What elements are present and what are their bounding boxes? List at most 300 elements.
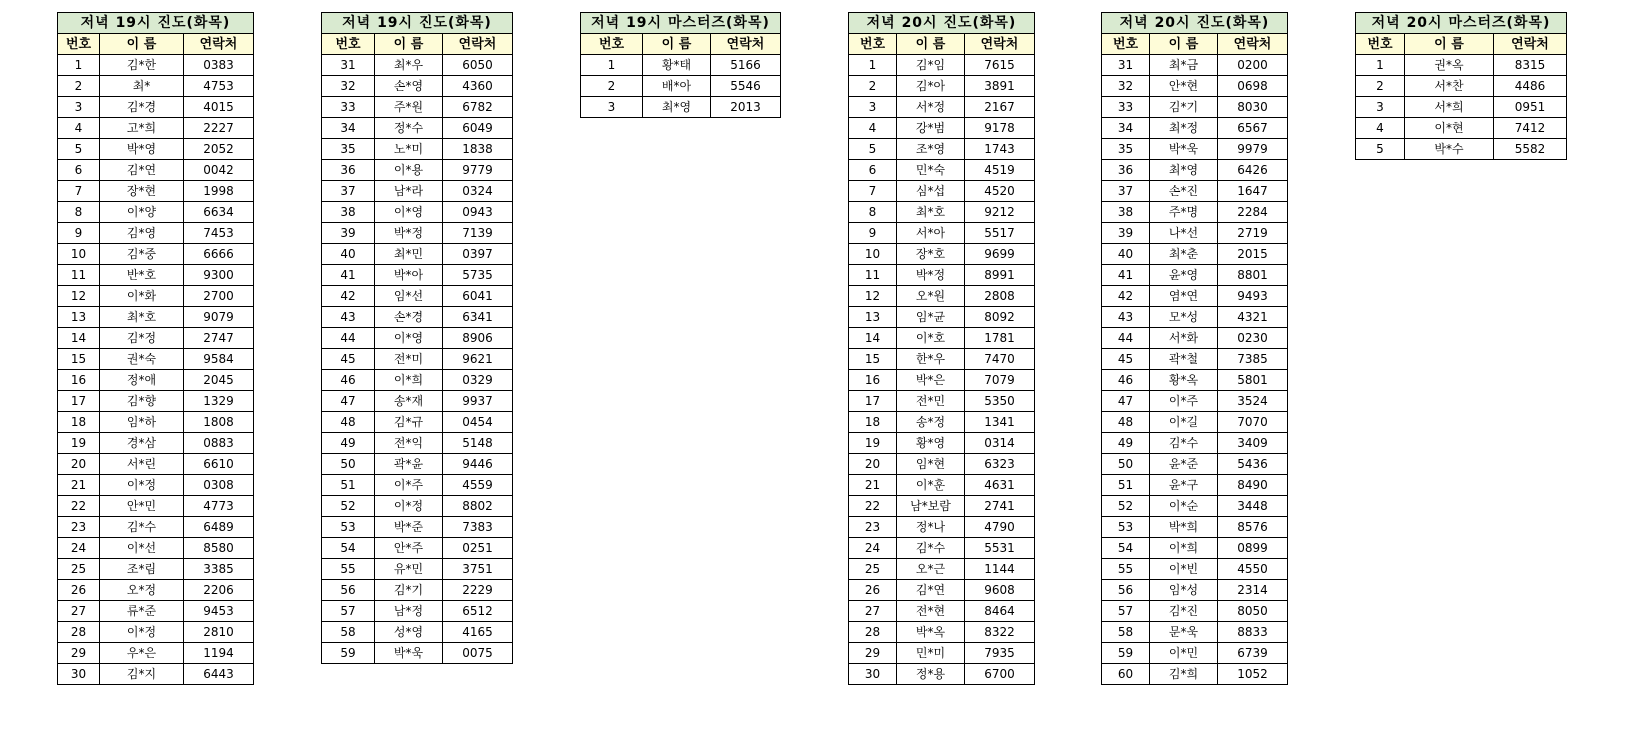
table-row (58, 202, 254, 223)
contact-cell: 8464 (965, 601, 1035, 622)
contact-cell: 4165 (443, 622, 513, 643)
table-row (1102, 559, 1288, 580)
contact-cell: 7412 (1494, 118, 1567, 139)
name-cell: 김*기 (375, 580, 443, 601)
number-cell: 23 (58, 517, 100, 538)
table-row (322, 391, 513, 412)
contact-cell: 5546 (711, 76, 781, 97)
contact-cell: 2013 (711, 97, 781, 118)
name-cell: 전*미 (375, 349, 443, 370)
name-header: 이 름 (1150, 34, 1218, 55)
contact-cell: 1144 (965, 559, 1035, 580)
name-cell: 서*아 (897, 223, 965, 244)
number-cell: 2 (849, 76, 897, 97)
table-row (1102, 328, 1288, 349)
name-cell: 이*주 (375, 475, 443, 496)
contact-cell: 9779 (443, 160, 513, 181)
name-cell: 서*화 (1150, 328, 1218, 349)
table-row (58, 181, 254, 202)
contact-cell: 5166 (711, 55, 781, 76)
contact-cell: 1808 (184, 412, 254, 433)
table-title: 저녁 19시 진도(화목) (322, 13, 513, 34)
number-cell: 22 (849, 496, 897, 517)
contact-cell: 6700 (965, 664, 1035, 685)
number-cell: 46 (1102, 370, 1150, 391)
name-cell: 경*삼 (100, 433, 184, 454)
number-cell: 55 (322, 559, 375, 580)
number-cell: 38 (322, 202, 375, 223)
contact-cell: 0951 (1494, 97, 1567, 118)
number-cell: 5 (1356, 139, 1405, 160)
name-cell: 이*주 (1150, 391, 1218, 412)
column-header-row (322, 34, 513, 55)
number-cell: 34 (322, 118, 375, 139)
number-cell: 41 (322, 265, 375, 286)
name-cell: 조*림 (100, 559, 184, 580)
name-header: 이 름 (375, 34, 443, 55)
roster-table-6 (1355, 12, 1567, 160)
number-cell: 1 (581, 55, 643, 76)
contact-cell: 3751 (443, 559, 513, 580)
name-cell: 오*근 (897, 559, 965, 580)
contact-cell: 3891 (965, 76, 1035, 97)
table-title-row (581, 13, 781, 34)
number-cell: 36 (322, 160, 375, 181)
name-cell: 박*아 (375, 265, 443, 286)
number-cell: 20 (58, 454, 100, 475)
contact-cell: 6782 (443, 97, 513, 118)
contact-cell: 0042 (184, 160, 254, 181)
contact-cell: 9608 (965, 580, 1035, 601)
name-cell: 최*영 (1150, 160, 1218, 181)
column-header-row (581, 34, 781, 55)
number-cell: 47 (1102, 391, 1150, 412)
name-cell: 윤*구 (1150, 475, 1218, 496)
number-cell: 53 (1102, 517, 1150, 538)
contact-cell: 4550 (1218, 559, 1288, 580)
name-cell: 송*정 (897, 412, 965, 433)
number-cell: 4 (58, 118, 100, 139)
table-title-row (58, 13, 254, 34)
name-cell: 서*린 (100, 454, 184, 475)
contact-cell: 0200 (1218, 55, 1288, 76)
table-row (322, 370, 513, 391)
contact-cell: 3448 (1218, 496, 1288, 517)
number-cell: 21 (58, 475, 100, 496)
contact-cell: 1052 (1218, 664, 1288, 685)
name-cell: 장*호 (897, 244, 965, 265)
number-cell: 1 (849, 55, 897, 76)
table-row (58, 118, 254, 139)
name-cell: 임*성 (1150, 580, 1218, 601)
number-cell: 9 (58, 223, 100, 244)
table-title-row (322, 13, 513, 34)
contact-cell: 2808 (965, 286, 1035, 307)
contact-cell: 7139 (443, 223, 513, 244)
contact-cell: 9979 (1218, 139, 1288, 160)
table-row (1102, 580, 1288, 601)
table-row (322, 622, 513, 643)
contact-cell: 3409 (1218, 433, 1288, 454)
number-cell: 1 (1356, 55, 1405, 76)
table-row (58, 244, 254, 265)
name-cell: 김*수 (100, 517, 184, 538)
name-cell: 이*빈 (1150, 559, 1218, 580)
number-cell: 27 (58, 601, 100, 622)
name-cell: 정*용 (897, 664, 965, 685)
number-cell: 16 (849, 370, 897, 391)
number-cell: 1 (58, 55, 100, 76)
table-row (58, 664, 254, 685)
number-cell: 14 (58, 328, 100, 349)
contact-cell: 4559 (443, 475, 513, 496)
number-cell: 37 (1102, 181, 1150, 202)
contact-cell: 2741 (965, 496, 1035, 517)
table-row (849, 412, 1035, 433)
number-cell: 32 (1102, 76, 1150, 97)
name-cell: 김*지 (100, 664, 184, 685)
name-cell: 곽*철 (1150, 349, 1218, 370)
number-cell: 52 (1102, 496, 1150, 517)
name-cell: 이*현 (1405, 118, 1494, 139)
number-header: 번호 (1102, 34, 1150, 55)
table-row (58, 391, 254, 412)
name-cell: 손*경 (375, 307, 443, 328)
name-cell: 송*재 (375, 391, 443, 412)
table-row (849, 580, 1035, 601)
number-cell: 28 (58, 622, 100, 643)
table-row (1102, 475, 1288, 496)
table-row (322, 160, 513, 181)
number-cell: 12 (849, 286, 897, 307)
name-cell: 이*양 (100, 202, 184, 223)
contact-cell: 1743 (965, 139, 1035, 160)
table-row (1356, 55, 1567, 76)
number-cell: 29 (849, 643, 897, 664)
contact-cell: 2167 (965, 97, 1035, 118)
contact-cell: 2206 (184, 580, 254, 601)
contact-cell: 0943 (443, 202, 513, 223)
name-header: 이 름 (643, 34, 711, 55)
number-cell: 22 (58, 496, 100, 517)
name-cell: 강*범 (897, 118, 965, 139)
contact-cell: 0230 (1218, 328, 1288, 349)
name-cell: 김*중 (100, 244, 184, 265)
number-cell: 34 (1102, 118, 1150, 139)
number-cell: 47 (322, 391, 375, 412)
name-cell: 한*우 (897, 349, 965, 370)
table-row (322, 601, 513, 622)
table-row (322, 76, 513, 97)
name-cell: 김*기 (1150, 97, 1218, 118)
name-cell: 황*옥 (1150, 370, 1218, 391)
name-cell: 서*찬 (1405, 76, 1494, 97)
contact-cell: 0899 (1218, 538, 1288, 559)
contact-cell: 0397 (443, 244, 513, 265)
name-header: 이 름 (1405, 34, 1494, 55)
contact-cell: 5531 (965, 538, 1035, 559)
table-row (1102, 433, 1288, 454)
number-cell: 39 (1102, 223, 1150, 244)
table-row (849, 664, 1035, 685)
name-cell: 김*임 (897, 55, 965, 76)
number-cell: 30 (58, 664, 100, 685)
number-header: 번호 (322, 34, 375, 55)
contact-cell: 8030 (1218, 97, 1288, 118)
table-row (322, 244, 513, 265)
number-cell: 59 (322, 643, 375, 664)
number-cell: 33 (1102, 97, 1150, 118)
table-row (58, 55, 254, 76)
table-row (1102, 223, 1288, 244)
number-cell: 49 (322, 433, 375, 454)
name-cell: 박*희 (1150, 517, 1218, 538)
contact-cell: 2052 (184, 139, 254, 160)
number-cell: 19 (58, 433, 100, 454)
table-row (849, 97, 1035, 118)
table-row (322, 181, 513, 202)
name-cell: 이*용 (375, 160, 443, 181)
name-cell: 김*연 (897, 580, 965, 601)
name-cell: 김*한 (100, 55, 184, 76)
table-row (1102, 538, 1288, 559)
table-row (1102, 454, 1288, 475)
table-row (849, 391, 1035, 412)
contact-cell: 2284 (1218, 202, 1288, 223)
name-header: 이 름 (897, 34, 965, 55)
number-cell: 26 (849, 580, 897, 601)
name-cell: 박*옥 (897, 622, 965, 643)
contact-cell: 8991 (965, 265, 1035, 286)
name-cell: 정*수 (375, 118, 443, 139)
name-cell: 남*정 (375, 601, 443, 622)
number-cell: 27 (849, 601, 897, 622)
number-cell: 4 (849, 118, 897, 139)
contact-cell: 3385 (184, 559, 254, 580)
contact-cell: 5517 (965, 223, 1035, 244)
name-cell: 손*영 (375, 76, 443, 97)
name-cell: 류*준 (100, 601, 184, 622)
name-cell: 이*민 (1150, 643, 1218, 664)
name-cell: 박*준 (375, 517, 443, 538)
name-cell: 최*금 (1150, 55, 1218, 76)
number-cell: 59 (1102, 643, 1150, 664)
name-cell: 정*애 (100, 370, 184, 391)
number-cell: 3 (849, 97, 897, 118)
table-row (322, 307, 513, 328)
contact-cell: 4321 (1218, 307, 1288, 328)
table-row (322, 265, 513, 286)
name-cell: 민*미 (897, 643, 965, 664)
table-row (849, 454, 1035, 475)
number-cell: 13 (58, 307, 100, 328)
contact-cell: 6341 (443, 307, 513, 328)
contact-header: 연락처 (443, 34, 513, 55)
name-cell: 권*숙 (100, 349, 184, 370)
number-cell: 31 (1102, 55, 1150, 76)
number-cell: 2 (581, 76, 643, 97)
table-row (849, 517, 1035, 538)
table-row (322, 643, 513, 664)
name-cell: 김*수 (897, 538, 965, 559)
table-row (58, 454, 254, 475)
name-cell: 임*현 (897, 454, 965, 475)
contact-cell: 0383 (184, 55, 254, 76)
table-row (1102, 286, 1288, 307)
number-cell: 60 (1102, 664, 1150, 685)
number-cell: 37 (322, 181, 375, 202)
name-cell: 박*은 (897, 370, 965, 391)
number-cell: 36 (1102, 160, 1150, 181)
table-row (58, 559, 254, 580)
table-row (1102, 664, 1288, 685)
number-cell: 28 (849, 622, 897, 643)
number-cell: 23 (849, 517, 897, 538)
name-cell: 모*성 (1150, 307, 1218, 328)
column-header-row (58, 34, 254, 55)
name-cell: 손*진 (1150, 181, 1218, 202)
number-cell: 45 (322, 349, 375, 370)
contact-cell: 0329 (443, 370, 513, 391)
number-cell: 51 (1102, 475, 1150, 496)
table-row (58, 496, 254, 517)
number-header: 번호 (1356, 34, 1405, 55)
name-cell: 조*영 (897, 139, 965, 160)
number-cell: 12 (58, 286, 100, 307)
table-row (58, 97, 254, 118)
table-row (322, 580, 513, 601)
table-row (1356, 118, 1567, 139)
name-cell: 이*정 (100, 475, 184, 496)
table-row (322, 538, 513, 559)
table-title: 저녁 19시 마스터즈(화목) (581, 13, 781, 34)
number-cell: 5 (58, 139, 100, 160)
contact-cell: 2227 (184, 118, 254, 139)
name-cell: 김*수 (1150, 433, 1218, 454)
number-cell: 57 (322, 601, 375, 622)
contact-cell: 1194 (184, 643, 254, 664)
roster-table-3 (580, 12, 781, 118)
table-row (849, 496, 1035, 517)
contact-cell: 4790 (965, 517, 1035, 538)
contact-cell: 4631 (965, 475, 1035, 496)
contact-cell: 1838 (443, 139, 513, 160)
table-row (322, 433, 513, 454)
number-cell: 18 (849, 412, 897, 433)
number-cell: 24 (58, 538, 100, 559)
contact-cell: 5582 (1494, 139, 1567, 160)
contact-cell: 4773 (184, 496, 254, 517)
number-cell: 42 (322, 286, 375, 307)
name-cell: 남*보람 (897, 496, 965, 517)
contact-header: 연락처 (711, 34, 781, 55)
contact-cell: 6041 (443, 286, 513, 307)
table-row (1356, 139, 1567, 160)
number-cell: 46 (322, 370, 375, 391)
table-row (849, 160, 1035, 181)
contact-cell: 6634 (184, 202, 254, 223)
contact-cell: 7070 (1218, 412, 1288, 433)
name-cell: 김*규 (375, 412, 443, 433)
table-row (58, 622, 254, 643)
contact-cell: 6443 (184, 664, 254, 685)
table-row (1102, 202, 1288, 223)
column-header-row (1102, 34, 1288, 55)
number-cell: 39 (322, 223, 375, 244)
contact-cell: 1329 (184, 391, 254, 412)
contact-cell: 2719 (1218, 223, 1288, 244)
number-cell: 40 (1102, 244, 1150, 265)
contact-cell: 1998 (184, 181, 254, 202)
table-row (849, 328, 1035, 349)
contact-cell: 6050 (443, 55, 513, 76)
contact-cell: 0698 (1218, 76, 1288, 97)
contact-cell: 5436 (1218, 454, 1288, 475)
table-row (849, 643, 1035, 664)
table-row (1102, 244, 1288, 265)
number-cell: 17 (849, 391, 897, 412)
contact-cell: 3524 (1218, 391, 1288, 412)
table-row (322, 454, 513, 475)
name-header: 이 름 (100, 34, 184, 55)
table-row (581, 76, 781, 97)
name-cell: 김*연 (100, 160, 184, 181)
table-row (58, 475, 254, 496)
number-cell: 9 (849, 223, 897, 244)
number-cell: 32 (322, 76, 375, 97)
number-header: 번호 (581, 34, 643, 55)
number-cell: 18 (58, 412, 100, 433)
contact-cell: 6489 (184, 517, 254, 538)
table-row (1102, 307, 1288, 328)
name-cell: 민*숙 (897, 160, 965, 181)
name-cell: 임*균 (897, 307, 965, 328)
number-cell: 8 (849, 202, 897, 223)
table-row (322, 328, 513, 349)
number-cell: 41 (1102, 265, 1150, 286)
contact-cell: 2810 (184, 622, 254, 643)
number-cell: 56 (1102, 580, 1150, 601)
name-cell: 고*희 (100, 118, 184, 139)
table-row (322, 475, 513, 496)
table-row (1102, 118, 1288, 139)
number-cell: 33 (322, 97, 375, 118)
number-cell: 31 (322, 55, 375, 76)
contact-cell: 4360 (443, 76, 513, 97)
name-cell: 최*우 (375, 55, 443, 76)
contact-cell: 6512 (443, 601, 513, 622)
number-cell: 53 (322, 517, 375, 538)
number-cell: 43 (322, 307, 375, 328)
name-cell: 정*나 (897, 517, 965, 538)
table-row (58, 223, 254, 244)
name-cell: 김*영 (100, 223, 184, 244)
number-cell: 15 (849, 349, 897, 370)
table-row (58, 307, 254, 328)
contact-cell: 8092 (965, 307, 1035, 328)
number-cell: 25 (58, 559, 100, 580)
table-row (322, 223, 513, 244)
table-title: 저녁 20시 마스터즈(화목) (1356, 13, 1567, 34)
table-row (58, 139, 254, 160)
table-row (58, 517, 254, 538)
number-cell: 21 (849, 475, 897, 496)
number-cell: 16 (58, 370, 100, 391)
contact-cell: 1647 (1218, 181, 1288, 202)
table-row (849, 223, 1035, 244)
name-cell: 이*순 (1150, 496, 1218, 517)
table-row (1102, 643, 1288, 664)
